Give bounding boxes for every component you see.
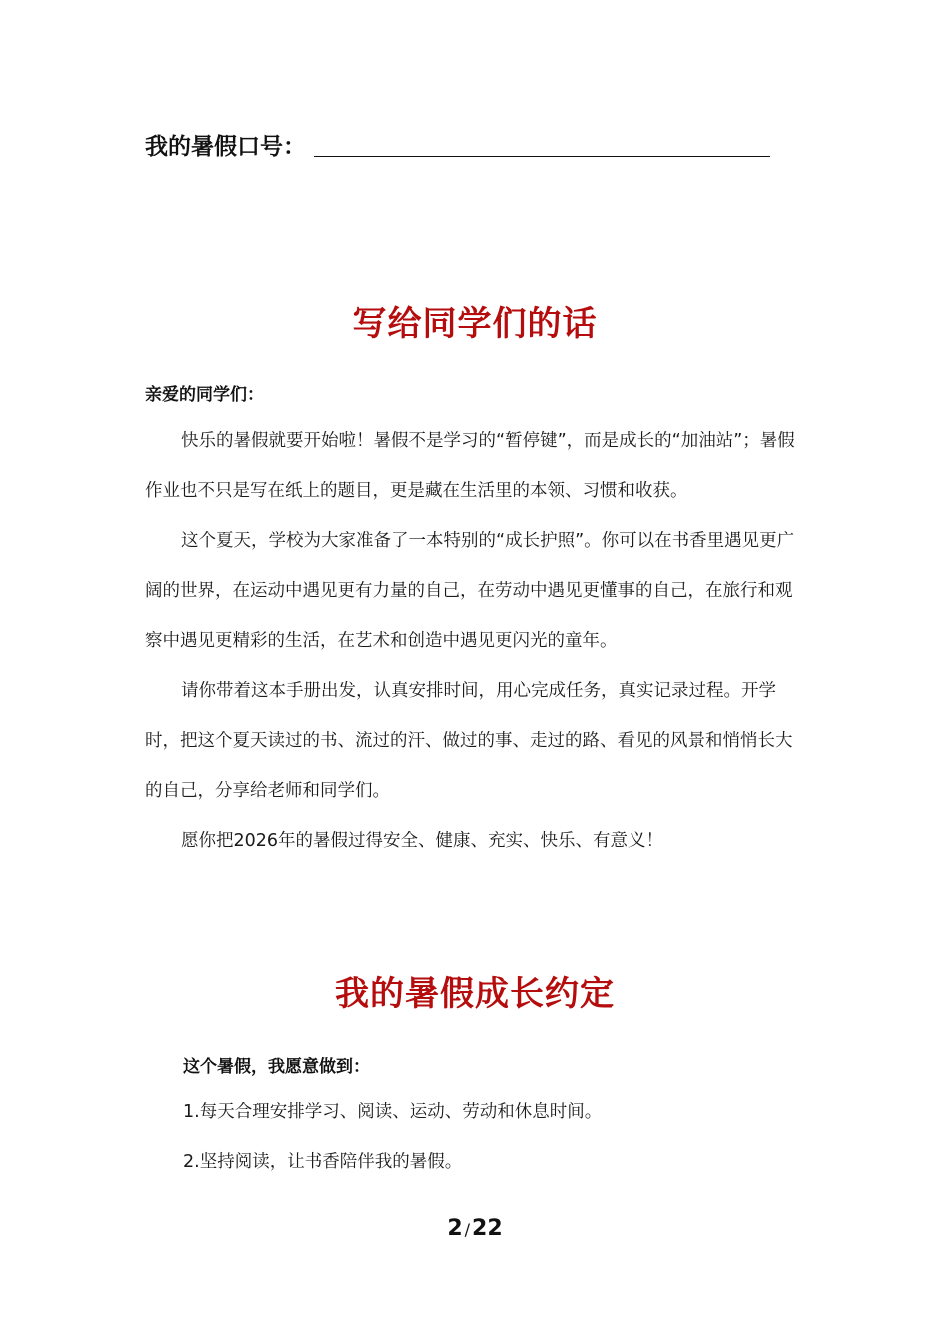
page-separator: / [464, 1220, 471, 1239]
letter-body [145, 416, 807, 866]
letter-paragraph-2: 这个夏天，学校为大家准备了一本特别的“成长护照”。你可以在书香里遇见更广阔的世界，在运动中遇见更有力量的自己，在劳动中遇见更懂事的自己，在旅行和观察中遇见更精彩的生活，在艺术和创造中遇见更闪光的童年。 [145, 531, 795, 651]
promise-title: 我的暑假成长约定 [335, 974, 615, 1014]
slogan-blank-line [314, 156, 770, 157]
promise-item-2: 2.坚持阅读，让书香陪伴我的暑假。 [183, 1152, 463, 1172]
page-number [0, 1216, 950, 1241]
promise-list [183, 1087, 602, 1187]
letter-greeting: 亲爱的同学们： [145, 385, 264, 405]
letter-paragraph-3: 请你带着这本手册出发，认真安排时间，用心完成任务，真实记录过程。开学时，把这个夏天读过的书、流过的汗、做过的事、走过的路、看见的风景和悄悄长大的自己，分享给老师和同学们。 [145, 681, 793, 801]
letter-paragraph-1: 快乐的暑假就要开始啦！暑假不是学习的“暂停键”，而是成长的“加油站”；暑假作业也不只是写在纸上的题目，更是藏在生活里的本领、习惯和收获。 [145, 431, 795, 501]
page-total: 22 [472, 1216, 503, 1241]
promise-intro: 这个暑假，我愿意做到： [183, 1057, 370, 1077]
page-current: 2 [447, 1216, 463, 1241]
slogan-row [145, 128, 770, 161]
letter-title: 写给同学们的话 [352, 304, 598, 344]
promise-item-1: 1.每天合理安排学习、阅读、运动、劳动和休息时间。 [183, 1102, 603, 1122]
slogan-label: 我的暑假口号： [145, 134, 306, 160]
letter-paragraph-4: 愿你把2026年的暑假过得安全、健康、充实、快乐、有意义！ [181, 831, 664, 851]
